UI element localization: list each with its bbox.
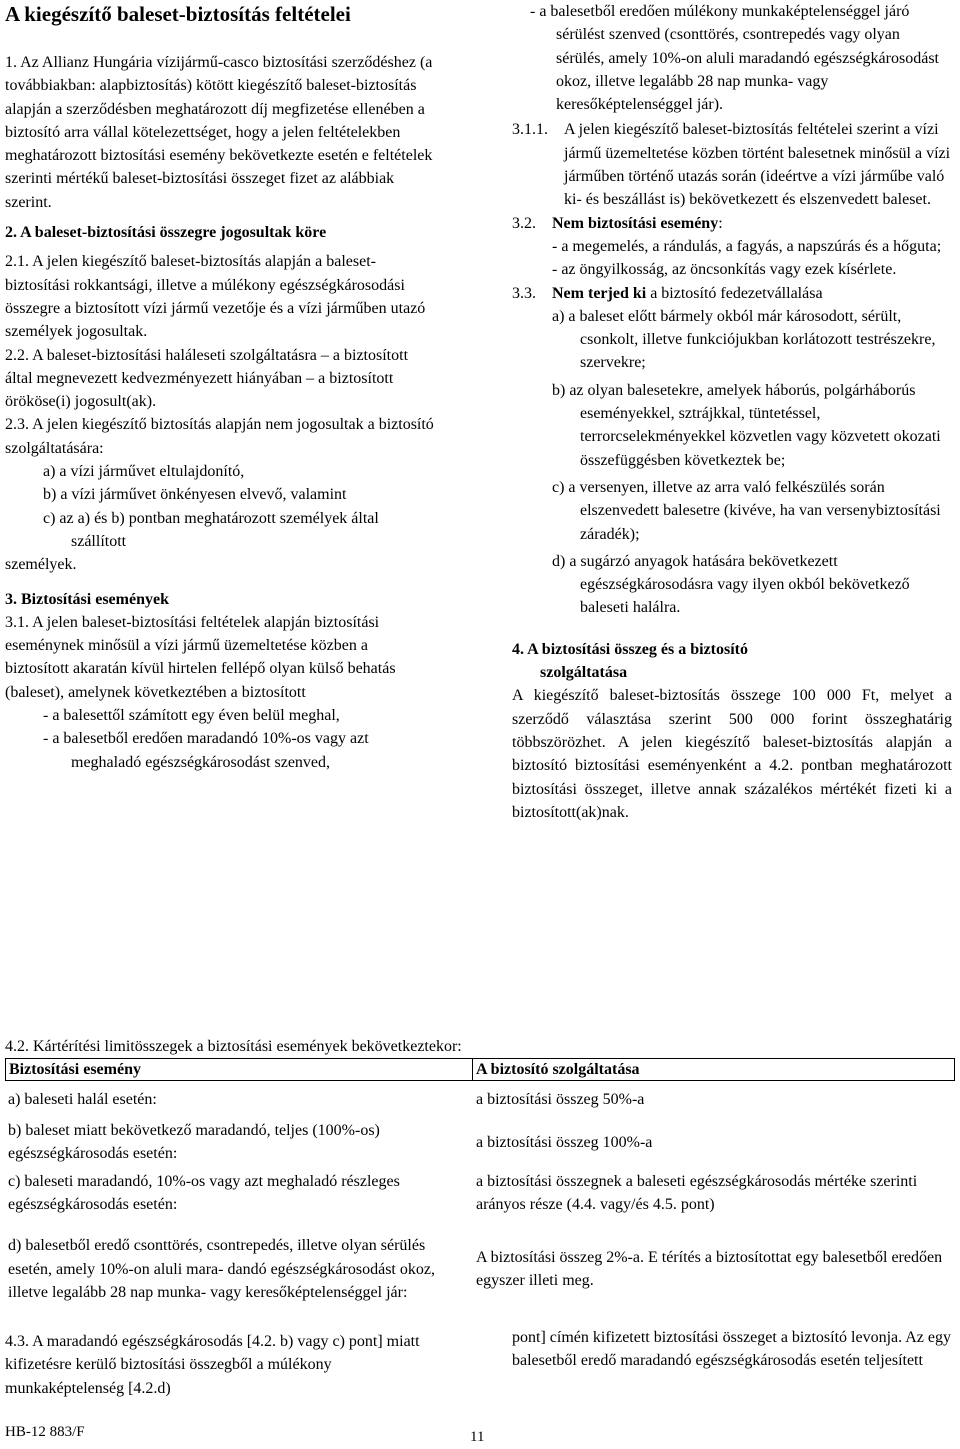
paragraph-4-1: A kiegészítő baleset-biztosítás összege 100 000 Ft, melyet a szerződő választása szerint 500 000 forint összeghatárig többszörözhet. A jelen kiegészítő baleset-biztosítás alapján a biztosító biztosítási eseményenként a 4.2. pontban meghatározott biztosítási összeget, illetve annak százalékos mértékét fizeti ki a biztosított(ak)nak.	[512, 687, 952, 821]
paragraph-3-1: 3.1. A jelen baleset-biztosítási feltételek alapján biztosítási eseménynek minősül a vízi jármű üzemeltetése közben a biztosított akaratán kívül hirtelen fellépő olyan külső behatás (baleset), amelynek következtében a biztosított	[5, 613, 396, 701]
list-item-2-3-b: b) a vízi járművet önkényesen elvevő, valamint	[43, 486, 347, 504]
page-title: A kiegészítő baleset-biztosítás feltételei	[5, 2, 351, 26]
table-cell: A biztosítási összeg 2%-a. E térítés a biztosítottat egy balesetből eredően egyszer illeti meg.	[476, 1249, 943, 1290]
bold-term: Nem terjed ki	[552, 284, 647, 302]
paragraph-4-3-left: 4.3. A maradandó egészségkárosodás [4.2. b) vagy c) pont] miatt kifizetésre kerülő biztosítási összegből a múlékony munkaképtelenség [4.2.d)	[5, 1333, 420, 1397]
list-item-3-1-a: - a balesettől számított egy éven belül meghal,	[43, 707, 340, 725]
paragraph-4-2: 4.2. Kártérítési limitösszegek a biztosítási események bekövetkeztekor:	[5, 1038, 462, 1055]
right-column	[512, 0, 952, 824]
section-3-heading: 3. Biztosítási események	[5, 590, 169, 608]
table-cell: d) balesetből eredő csonttörés, csontrepedés, illetve olyan sérülés esetén, amely 10%-on aluli mara- dandó egészségkárosodást okoz, illetve legalább 28 nap munka- vagy keresőképtelenséggel jár:	[8, 1237, 435, 1301]
table-cell: a biztosítási összegnek a baleseti egészségkárosodás mértéke szerinti arányos része (4.4. vagy/és 4.5. pont)	[476, 1173, 918, 1214]
paragraph-2-1: 2.1. A jelen kiegészítő baleset-biztosítás alapján a baleset-biztosítási rokkantsági, illetve a múlékony egészségkárosodási összegre a biztosított vízi jármű vezetője és a vízi járműben utazó személyek jogosultak.	[5, 253, 426, 341]
paragraph-3-3	[512, 282, 952, 305]
list-item-3-2-b: - az öngyilkosság, az öncsonkítás vagy ezek kísérlete.	[552, 261, 897, 279]
table-cell: a biztosítási összeg 50%-a	[476, 1090, 645, 1108]
section-4-heading-line-2: szolgáltatása	[540, 664, 628, 682]
left-column	[5, 0, 435, 774]
list-item-3-1-c: - a balesetből eredően múlékony munkaképtelenséggel járó sérülést szenved (csonttörés, csontrepedés vagy olyan sérülés, amely 10%-on aluli maradandó egészségkárosodást okoz, illetve legalább 28 nap munka- vagy keresőképtelenséggel jár).	[530, 3, 939, 114]
section-4-heading-line-1: 4. A biztosítási összeg és a biztosító	[512, 640, 748, 658]
list-item-3-3-b: b) az olyan balesetekre, amelyek háborús, polgárháborús eseményekkel, sztrájkkal, tüntetéssel, terrorcselekményekkel közvetlen vagy közvetett okozati összefüggésben következtek be;	[552, 381, 941, 469]
section-1-paragraph: 1. Az Allianz Hungária vízijármű-casco biztosítási szerződéshez (a továbbiakban: alapbiztosítás) kötött kiegészítő baleset-biztosítás alapján a szerződésben meghatározott díj megfizetése ellenében a biztosító arra vállal kötelezettséget, hogy a jelen feltételekben meghatározott biztosítási esemény bekövetkezte esetén e feltételek szerinti mértékű baleset-biztosítási összeget fizet az alábbiak szerint.	[5, 54, 433, 211]
paragraph-text: a biztosító fedezetvállalása	[646, 284, 823, 302]
list-item-2-3-c: c) az a) és b) pontban meghatározott személyek által szállított	[43, 509, 379, 550]
table-header-service: A biztosító szolgáltatása	[473, 1058, 955, 1081]
list-item-3-3-a: a) a baleset előtt bármely okból már károsodott, sérült, csonkolt, illetve funkciójukban korlátozott testrészekre, szervekre;	[552, 307, 936, 372]
table-cell: a biztosítási összeg 100%-a	[476, 1133, 653, 1151]
list-item-3-3-c: c) a versenyen, illetve az arra való felkészülés során elszenvedett balesetre (kivéve, ha van versenybiztosítási záradék);	[552, 478, 941, 543]
list-item-2-3-a: a) a vízi járművet eltulajdonító,	[43, 463, 245, 481]
paragraph-2-2: 2.2. A baleset-biztosítási haláleseti szolgáltatásra – a biztosított által megnevezett kedvezményezett hiányában – a biztosított örököse(i) jogosult(ak).	[5, 346, 409, 411]
paragraph-2-3: 2.3. A jelen kiegészítő biztosítás alapján nem jogosultak a biztosító szolgáltatására:	[5, 416, 434, 457]
bold-term: Nem biztosítási esemény	[552, 214, 719, 232]
paragraph-text: :	[718, 214, 723, 232]
table-header-event: Biztosítási esemény	[5, 1058, 473, 1081]
table-cell: b) baleset miatt bekövetkező maradandó, teljes (100%-os) egészségkárosodás esetén:	[8, 1122, 380, 1163]
paragraph-3-1-1	[512, 118, 952, 211]
paragraph-2-3-end: személyek.	[5, 556, 77, 574]
paragraph-number: 3.1.1.	[512, 121, 548, 139]
paragraph-3-2	[512, 212, 952, 235]
paragraph-number: 3.3.	[512, 284, 536, 302]
footer-code: HB-12 883/F	[5, 1424, 85, 1440]
limits-section	[5, 1035, 955, 1319]
list-item-3-2-a: - a megemelés, a rándulás, a fagyás, a napszúrás és a hőguta;	[552, 237, 942, 255]
paragraph-4-3-right: pont] címén kifizetett biztosítási összeget a biztosító levonja. Az egy balesetből eredő maradandó egészségkárosodás esetén teljesített	[512, 1329, 951, 1370]
paragraph-text: A jelen kiegészítő baleset-biztosítás feltételei szerint a vízi jármű üzemeltetése közben történt balesetnek minősül a vízi járműben történő utazás során (ideértve a vízi járműbe való ki- és beszállást is) bekövetkezett és elszenvedett baleset.	[564, 121, 951, 209]
limits-table	[5, 1058, 955, 1319]
table-cell: a) baleseti halál esetén:	[8, 1090, 157, 1108]
section-2-heading: 2. A baleset-biztosítási összegre jogosultak köre	[5, 224, 327, 242]
table-cell: c) baleseti maradandó, 10%-os vagy azt meghaladó részleges egészségkárosodás esetén:	[8, 1173, 400, 1214]
page-number: 11	[470, 1429, 485, 1445]
paragraph-number: 3.2.	[512, 214, 536, 232]
list-item-3-1-b: - a balesetből eredően maradandó 10%-os vagy azt meghaladó egészségkárosodást szenved,	[43, 730, 369, 771]
list-item-3-3-d: d) a sugárzó anyagok hatására bekövetkezett egészségkárosodásra vagy ilyen okból bekövetkező baleseti halálra.	[552, 552, 910, 617]
